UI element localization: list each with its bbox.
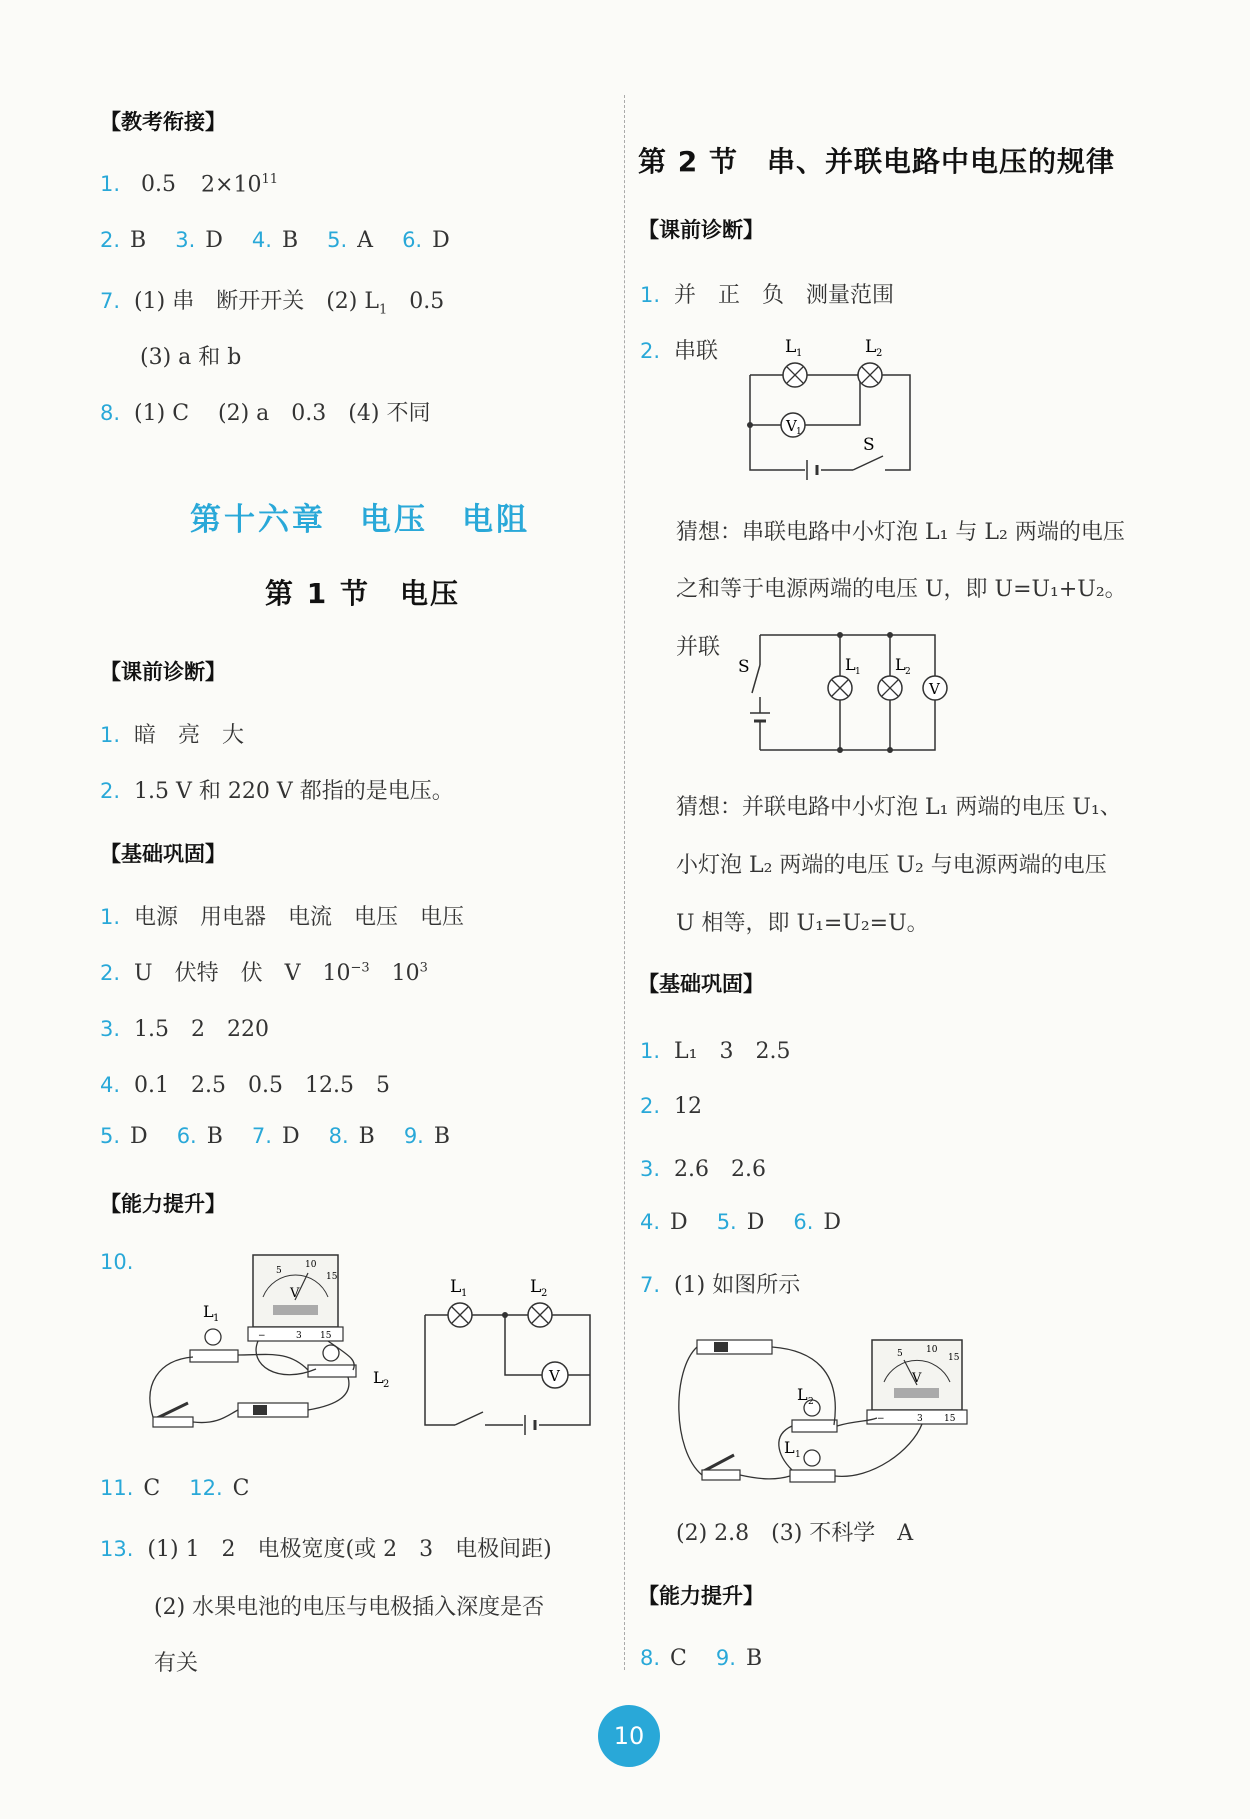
wire [679, 1347, 702, 1475]
switch-base [702, 1470, 740, 1480]
q-number: 7. [640, 1273, 661, 1297]
q-number: 7. [251, 1124, 272, 1148]
superscript: 11 [261, 172, 279, 187]
heading-jcgg-2: 【基础巩固】 [638, 972, 764, 996]
battery-cell [253, 1405, 267, 1415]
q-number: 3. [640, 1157, 661, 1181]
meter-tick-10: 10 [305, 1260, 317, 1270]
answer-line-8 [100, 396, 430, 427]
section-title-1: 第 1 节 电压 [265, 577, 460, 610]
answer: 0.1 2.5 0.5 12.5 5 [134, 1073, 390, 1098]
answer-r-j2 [640, 1094, 702, 1119]
wire [193, 1410, 238, 1423]
q-number: 7. [100, 289, 121, 313]
meter-v-label: V [912, 1371, 922, 1386]
voltmeter-v1-label: V [786, 417, 797, 435]
answer-r-j7b: (2) 2.8 (3) 不科学 A [676, 1521, 914, 1546]
meter-window [894, 1388, 939, 1398]
answer-line-7b: (3) a 和 b [140, 345, 242, 370]
q-number: 4. [251, 228, 272, 252]
answer-n13-line3: 有关 [154, 1651, 199, 1676]
answer-r-n8-9 [640, 1646, 762, 1671]
meter-tick-5: 5 [897, 1349, 903, 1359]
heading-jiaokao: 【教考衔接】 [100, 110, 226, 134]
answer-j5-9 [100, 1124, 450, 1149]
q-number: 5. [716, 1210, 737, 1234]
meter-v-label: V [290, 1286, 300, 1301]
q-number: 1. [100, 723, 121, 747]
superscript: 3 [419, 960, 428, 976]
q-number: 8. [640, 1646, 661, 1670]
answer: U 伏特 伏 V 10 [134, 961, 351, 986]
meter-tick-10: 10 [926, 1345, 938, 1355]
q-number: 2. [640, 1094, 661, 1118]
answer-line-2-6 [100, 228, 450, 253]
junction [502, 1312, 508, 1318]
bulb-l2-base [308, 1365, 356, 1377]
bulb-l1-sub: 1 [795, 1450, 801, 1460]
answer: (1) 串 断开开关 (2) L [134, 289, 379, 314]
meter-tick-15: 15 [326, 1272, 338, 1282]
answer: 串联 [674, 339, 719, 364]
answer-j1 [100, 900, 464, 931]
lamp-l1-sub: 1 [796, 348, 803, 359]
lamp-l1-sub: 1 [855, 667, 861, 677]
heading-nlts: 【能力提升】 [100, 1192, 226, 1216]
q-number-10 [100, 1250, 147, 1275]
answer-n13 [100, 1532, 552, 1563]
switch-symbol [752, 665, 760, 693]
bulb-l1 [205, 1329, 221, 1345]
q-number: 11. [100, 1476, 134, 1500]
heading-nlts-2: 【能力提升】 [638, 1584, 764, 1608]
lamp-l1-label: L [845, 655, 856, 674]
junction [887, 747, 893, 753]
q-number: 6. [176, 1124, 197, 1148]
switch-label: S [738, 657, 750, 677]
q-number: 4. [640, 1210, 661, 1234]
q-number: 5. [100, 1124, 121, 1148]
answer: A [357, 228, 374, 253]
terminal-minus: − [258, 1331, 266, 1341]
bulb-l2-label: L [373, 1368, 384, 1387]
q-number: 3. [100, 1017, 121, 1041]
wire [740, 1475, 790, 1479]
q-number: 9. [403, 1124, 424, 1148]
q-number: 1. [640, 1039, 661, 1063]
bulb-l1 [804, 1450, 820, 1466]
switch-gap [455, 1418, 485, 1432]
battery-cell [714, 1342, 728, 1352]
figure-10-circuit [405, 1270, 605, 1440]
lamp-l1-sub: 1 [461, 1288, 468, 1299]
answer: C [232, 1476, 250, 1501]
page-number: 10 [598, 1705, 660, 1767]
answer: 2.6 2.6 [674, 1157, 767, 1182]
q-number: 2. [640, 339, 661, 363]
answer: B [281, 228, 299, 253]
switch-base [153, 1417, 193, 1427]
meter-tick-15: 15 [948, 1353, 960, 1363]
answer: D [746, 1210, 765, 1235]
answer: D [130, 1124, 148, 1149]
bulb-l2-sub: 2 [383, 1379, 390, 1390]
parallel-circuit-diagram [740, 625, 960, 755]
answer: 电源 用电器 电流 电压 电压 [134, 905, 465, 930]
answer: 2×10 [201, 172, 262, 198]
q-number: 9. [715, 1646, 736, 1670]
heading-kqzd: 【课前诊断】 [100, 660, 226, 684]
voltmeter-v: V [929, 680, 940, 698]
answer-r-j7 [640, 1268, 800, 1299]
terminal-3: 3 [917, 1414, 923, 1424]
meter-window [273, 1305, 318, 1315]
terminal-15: 15 [320, 1331, 332, 1341]
answer: B [130, 228, 147, 253]
answer: 1.5 V 和 220 V 都指的是电压。 [134, 779, 454, 804]
heading-jcgg: 【基础巩固】 [100, 842, 226, 866]
q-number: 1. [100, 905, 121, 929]
q-number: 6. [402, 228, 423, 252]
voltmeter-v1-sub: 1 [796, 427, 802, 437]
terminal-minus: − [877, 1414, 885, 1424]
wire [150, 1357, 193, 1417]
answer-r-j4-6 [640, 1210, 841, 1235]
q-number: 4. [100, 1073, 121, 1097]
answer: 0.5 [387, 289, 445, 314]
answer: C [670, 1646, 687, 1671]
heading-kqzd-2: 【课前诊断】 [638, 218, 764, 242]
lamp-l2-label: L [895, 655, 906, 674]
q-number: 5. [327, 228, 348, 252]
circuit-wire [750, 375, 910, 470]
q-number: 3. [175, 228, 196, 252]
lamp-l2-label: L [865, 337, 877, 357]
q-number: 1. [640, 283, 661, 307]
parallel-label: 并联 [676, 635, 721, 660]
answer: C [143, 1476, 161, 1501]
junction [887, 632, 893, 638]
q-number: 6. [793, 1210, 814, 1234]
answer: 10 [369, 961, 420, 986]
answer: D [432, 228, 450, 253]
answer: B [745, 1646, 763, 1671]
lamp-l2-label: L [530, 1277, 542, 1297]
bulb-l2-label: L [797, 1385, 808, 1404]
bulb-l1-label: L [784, 1438, 795, 1457]
terminal-3: 3 [296, 1331, 302, 1341]
q-number: 2. [100, 228, 121, 252]
answer-r-k2 [640, 334, 718, 365]
q-number: 10. [100, 1250, 134, 1274]
answer: 并 正 负 测量范围 [674, 283, 895, 308]
superscript: −3 [350, 960, 370, 976]
wire [308, 1377, 349, 1410]
answer-k1 [100, 718, 244, 749]
column-divider [624, 95, 625, 1670]
switch-label: S [863, 435, 875, 455]
answer-n13-line2: (2) 水果电池的电压与电极插入深度是否 [154, 1595, 545, 1620]
junction [837, 747, 843, 753]
answer-k2 [100, 774, 454, 805]
switch-gap [853, 458, 885, 474]
guess1-line1: 猜想：串联电路中小灯泡 L₁ 与 L₂ 两端的电压 [676, 520, 1125, 545]
answer-line-1 [100, 172, 278, 197]
answer-line-7 [100, 284, 444, 317]
q-number: 2. [100, 961, 121, 985]
meter-tick-5: 5 [276, 1266, 282, 1276]
bulb-l1-base [790, 1470, 835, 1482]
guess2-line3: U 相等，即 U₁=U₂=U。 [676, 911, 929, 936]
answer-r-j3 [640, 1152, 766, 1183]
q-number: 1. [100, 172, 121, 197]
figure-10-apparatus [148, 1245, 398, 1445]
answer: (1) 1 2 电极宽度(或 2 3 电极间距) [147, 1537, 552, 1562]
answer: 12 [674, 1094, 703, 1119]
q-number: 2. [100, 779, 121, 803]
bulb-l2-sub: 2 [808, 1397, 814, 1407]
battery-box [697, 1340, 772, 1354]
lamp-l2-sub: 2 [876, 348, 883, 359]
q-number: 13. [100, 1537, 134, 1561]
answer-j2 [100, 956, 428, 987]
answer: D [205, 228, 223, 253]
junction [747, 422, 753, 428]
guess2-line2: 小灯泡 L₂ 两端的电压 U₂ 与电源两端的电压 [676, 853, 1107, 878]
answer: 0.5 [141, 172, 177, 198]
answer: 1.5 2 220 [134, 1017, 270, 1042]
bulb-l1-label: L [203, 1302, 214, 1321]
series-circuit-diagram [735, 330, 925, 480]
junction [837, 632, 843, 638]
answer: D [670, 1210, 688, 1235]
q-number: 12. [189, 1476, 223, 1500]
answer: 暗 亮 大 [134, 723, 245, 748]
guess1-line2: 之和等于电源两端的电压 U，即 U=U₁+U₂。 [676, 577, 1127, 602]
voltmeter-v: V [549, 1367, 560, 1385]
subscript: 1 [378, 302, 388, 318]
answer: (1) C (2) a 0.3 (4) 不同 [134, 401, 431, 426]
answer: B [206, 1124, 223, 1149]
answer-j4 [100, 1068, 390, 1099]
answer: (1) 如图所示 [674, 1273, 801, 1298]
battery-box [238, 1403, 308, 1417]
lamp-l2-sub: 2 [905, 667, 911, 677]
wire [238, 1354, 308, 1370]
guess2-line1: 猜想：并联电路中小灯泡 L₁ 两端的电压 U₁、 [676, 795, 1122, 820]
bulb-l1-base [190, 1350, 238, 1362]
answer: B [358, 1124, 375, 1149]
answer: D [281, 1124, 300, 1149]
section-title-2: 第 2 节 串、并联电路中电压的规律 [638, 145, 1115, 178]
terminal-15: 15 [944, 1414, 956, 1424]
chapter-title: 第十六章 电压 电阻 [190, 502, 530, 538]
lamp-l1-label: L [785, 337, 797, 357]
wire [835, 1424, 922, 1476]
answer-r-j1 [640, 1034, 790, 1065]
q-number: 8. [328, 1124, 349, 1148]
q-number: 8. [100, 401, 121, 425]
figure-7-apparatus [672, 1330, 982, 1495]
lamp-l2-sub: 2 [541, 1288, 548, 1299]
lamp-l1-label: L [450, 1277, 462, 1297]
answer-j3 [100, 1012, 269, 1043]
bulb-l1-sub: 1 [213, 1313, 220, 1324]
bulb-l2-base [792, 1420, 837, 1432]
answer: L₁ 3 2.5 [674, 1039, 791, 1064]
answer: D [823, 1210, 842, 1235]
answer: B [433, 1124, 451, 1149]
answer-r-k1 [640, 278, 894, 309]
answer-n11-12 [100, 1476, 250, 1501]
